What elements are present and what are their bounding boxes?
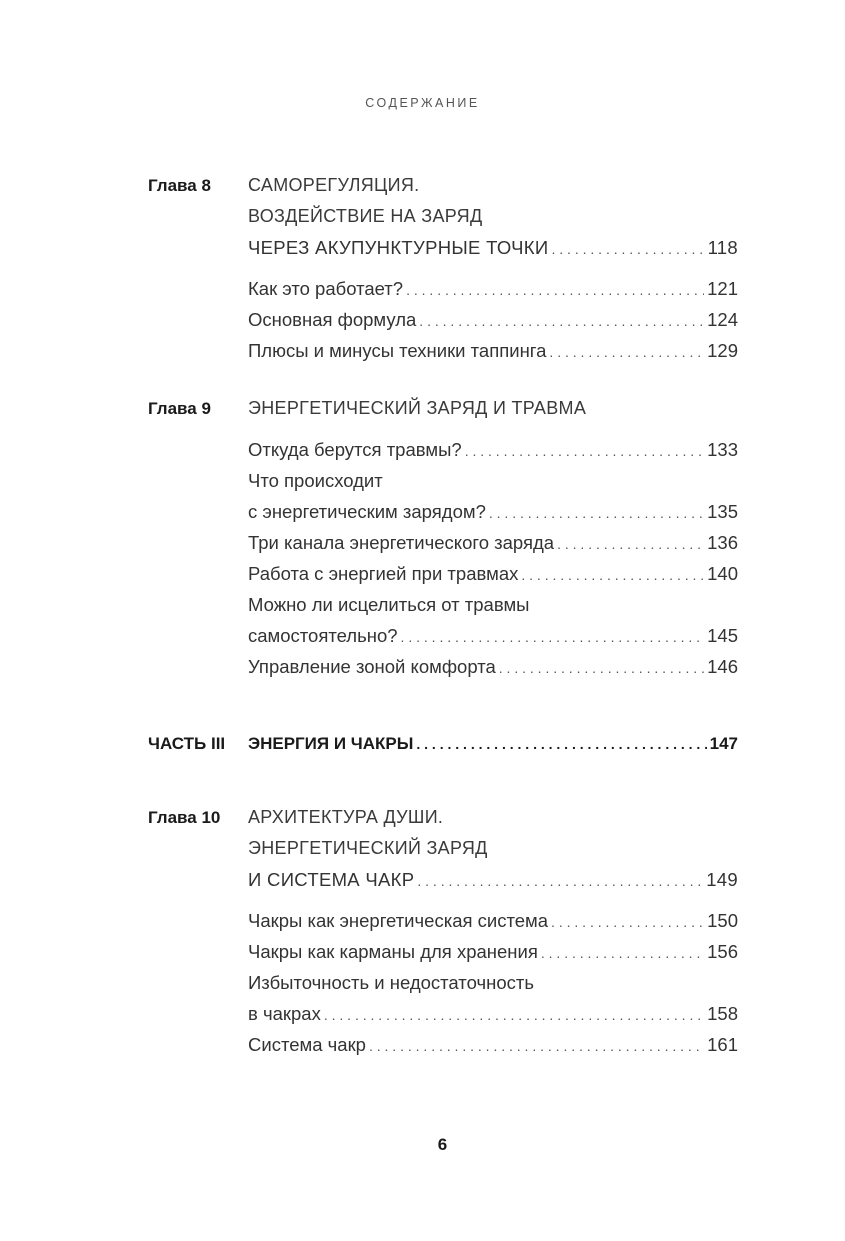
page-number: 145 [707, 625, 738, 646]
leader-dots [557, 529, 704, 560]
chapter-content [248, 170, 738, 366]
chapter-title-line: ЭНЕРГЕТИЧЕСКИЙ ЗАРЯД И ТРАВМА [248, 398, 587, 418]
leader-dots [489, 498, 704, 529]
toc-entry[interactable] [248, 496, 738, 527]
entry-title: ЧЕРЕЗ АКУПУНКТУРНЫЕ ТОЧКИ [248, 237, 549, 258]
page-number: 158 [707, 1003, 738, 1024]
page-number: 136 [707, 532, 738, 553]
chapter-title-line: САМОРЕГУЛЯЦИЯ. [248, 175, 420, 195]
leader-dots [401, 622, 705, 653]
entry-title-line: Избыточность и недостаточность [248, 972, 534, 993]
toc-entry[interactable] [248, 936, 738, 967]
chapter-title-line: ВОЗДЕЙСТВИЕ НА ЗАРЯД [248, 206, 483, 226]
toc-entry[interactable] [248, 905, 738, 936]
entry-title: Как это работает? [248, 278, 404, 299]
entry-title: Чакры как энергетическая система [248, 910, 549, 931]
entry-title: Работа с энергией при травмах [248, 563, 519, 584]
entry-title: ЭНЕРГИЯ И ЧАКРЫ [248, 734, 414, 753]
page-number: 133 [707, 439, 738, 460]
leader-dots [406, 275, 704, 306]
part-content [248, 728, 738, 759]
page-number: 147 [709, 734, 738, 753]
part-label: ЧАСТЬ III [148, 734, 226, 753]
toc-entry[interactable] [248, 620, 738, 651]
leader-dots [465, 436, 704, 467]
leader-dots [551, 907, 704, 938]
toc-entry[interactable] [248, 335, 738, 366]
entry-title: Система чакр [248, 1034, 366, 1055]
page-number: 118 [707, 237, 738, 258]
chapter-label: Глава 10 [148, 808, 221, 827]
chapter-title-line: ЭНЕРГЕТИЧЕСКИЙ ЗАРЯД [248, 838, 488, 858]
entry-title-line: Можно ли исцелиться от травмы [248, 594, 530, 615]
toc-entry[interactable] [248, 434, 738, 465]
entry-title: с энергетическим зарядом? [248, 501, 486, 522]
page-number: 124 [707, 309, 738, 330]
leader-dots [521, 560, 704, 591]
leader-dots [417, 866, 703, 897]
chapter-title-line: АРХИТЕКТУРА ДУШИ. [248, 807, 444, 827]
chapter-label: Глава 9 [148, 399, 211, 418]
chapter-content [248, 802, 738, 1060]
leader-dots [499, 653, 704, 684]
toc-entry-part-3[interactable] [248, 728, 738, 759]
toc-entry[interactable] [248, 998, 738, 1029]
chapter-content [248, 393, 738, 682]
page-number: 156 [707, 941, 738, 962]
running-head: СОДЕРЖАНИЕ [365, 96, 480, 110]
leader-dots [416, 729, 706, 760]
entry-title: Управление зоной комфорта [248, 656, 496, 677]
page-number: 150 [707, 910, 738, 931]
page-number: 161 [707, 1034, 738, 1055]
entry-title: Три канала энергетического заряда [248, 532, 555, 553]
toc-entry[interactable] [248, 273, 738, 304]
page-number: 146 [707, 656, 738, 677]
leader-dots [369, 1031, 704, 1062]
leader-dots [419, 306, 704, 337]
entry-title-line: Что происходит [248, 470, 383, 491]
page-number: 140 [707, 563, 738, 584]
toc-entry[interactable] [248, 558, 738, 589]
page-number: 129 [707, 340, 738, 361]
toc-entry[interactable] [248, 304, 738, 335]
entry-title: самостоятельно? [248, 625, 398, 646]
toc-entry[interactable] [248, 651, 738, 682]
toc-entry-chapter-8[interactable] [248, 232, 738, 263]
page-number: 121 [707, 278, 738, 299]
entry-title: И СИСТЕМА ЧАКР [248, 869, 415, 890]
entry-title: Плюсы и минусы техники таппинга [248, 340, 547, 361]
page-number: 135 [707, 501, 738, 522]
page-number-folio: 6 [437, 1135, 448, 1154]
leader-dots [551, 234, 704, 265]
entry-title: Основная формула [248, 309, 417, 330]
leader-dots [549, 337, 704, 368]
leader-dots [324, 1000, 704, 1031]
leader-dots [541, 938, 704, 969]
toc-entry[interactable] [248, 1029, 738, 1060]
entry-title: Чакры как карманы для хранения [248, 941, 538, 962]
page-number: 149 [706, 869, 738, 890]
toc-entry[interactable] [248, 527, 738, 558]
chapter-label: Глава 8 [148, 176, 211, 195]
entry-title: в чакрах [248, 1003, 321, 1024]
entry-title: Откуда берутся травмы? [248, 439, 462, 460]
toc-entry-chapter-10[interactable] [248, 864, 738, 895]
